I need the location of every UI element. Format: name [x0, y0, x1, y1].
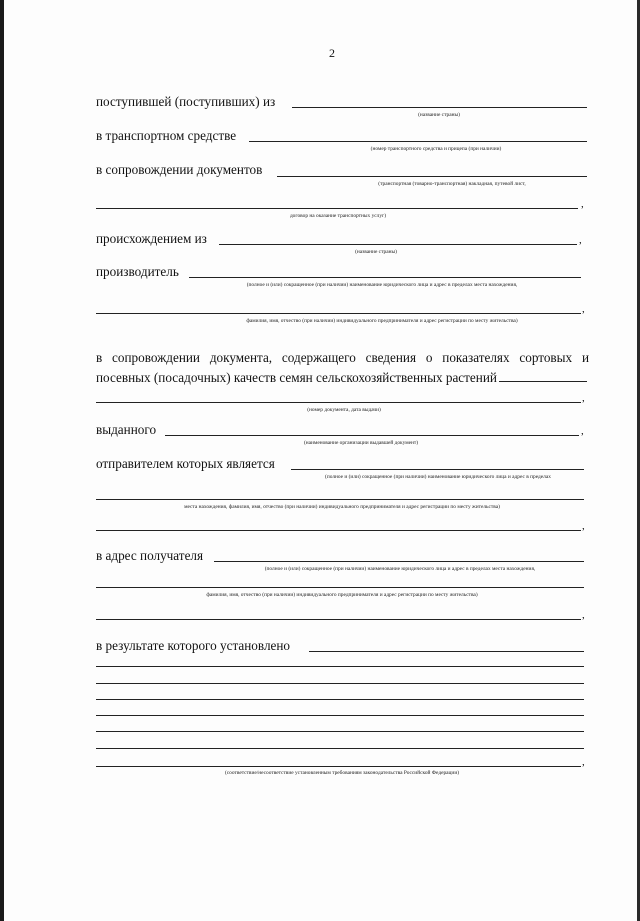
recipient-address-field-3[interactable] — [96, 619, 581, 620]
result-label: в результате которого установлено — [96, 638, 291, 653]
recipient-address-field[interactable] — [214, 561, 584, 562]
result-field-2[interactable] — [96, 666, 584, 667]
issuer-org-caption: (наименование организации выдавшей документ) — [303, 440, 419, 446]
arrived-from-label: поступившей (поступивших) из — [96, 94, 276, 109]
recipient-person-caption: фамилия, имя, отчество (при наличии) индивидуального предпринимателя и адрес регистрации по месту жительства) — [206, 592, 478, 598]
doc-number-date-caption: (номер документа, дата выдачи) — [307, 407, 381, 413]
seed-doc-field[interactable] — [499, 381, 587, 382]
transport-invoice-caption: (транспортная (товарно-транспортная) накладная, путевой лист, — [378, 181, 526, 187]
result-field-4[interactable] — [96, 699, 584, 700]
transport-label: в транспортном средстве — [96, 128, 237, 143]
producer-label: производитель — [96, 264, 179, 279]
senders-label: отправителем которых является — [96, 456, 275, 471]
senders-field[interactable] — [291, 469, 584, 470]
origin-country-caption: (название страны) — [355, 249, 397, 255]
comma: , — [582, 392, 585, 404]
result-field[interactable] — [309, 651, 584, 652]
accompanying-docs-field-2[interactable] — [96, 208, 578, 209]
producer-field-2[interactable] — [96, 313, 581, 314]
senders-field-3[interactable] — [96, 530, 581, 531]
recipient-name-caption: (полное и (или) сокращенное (при наличии) наименование юридического лица и адрес в пределах места нахождения, — [264, 566, 536, 572]
senders-field-2[interactable] — [96, 499, 584, 500]
comma: , — [582, 609, 585, 621]
sender-name-caption: (полное и (или) сокращенное (при наличии) наименование юридического лица и адрес в пределах — [325, 474, 551, 480]
result-field-6[interactable] — [96, 731, 584, 732]
result-field-8[interactable] — [96, 766, 581, 767]
vehicle-number-caption: (номер транспортного средства и прицепа (при наличии) — [370, 146, 502, 152]
compliance-caption: (соответствие/несоответствие установленным требованиям законодательства Российской Федерации) — [224, 770, 460, 776]
recipient-address-field-2[interactable] — [96, 587, 584, 588]
comma: , — [579, 234, 582, 246]
accompanying-docs-field[interactable] — [277, 176, 587, 177]
comma: , — [581, 198, 584, 210]
producer-field[interactable] — [189, 277, 581, 278]
comma: , — [582, 303, 585, 315]
comma: , — [581, 425, 584, 437]
comma: , — [582, 520, 585, 532]
recipient-address-label: в адрес получателя — [96, 548, 204, 563]
origin-field[interactable] — [219, 244, 577, 245]
origin-label: происхождением из — [96, 231, 207, 246]
issued-label: выданного — [96, 422, 157, 437]
result-field-7[interactable] — [96, 748, 584, 749]
sender-person-caption: места нахождения, фамилия, имя, отчество (при наличии) индивидуального предпринимателя и адрес регистрации по месту жительства) — [184, 504, 500, 510]
transport-field[interactable] — [249, 141, 587, 142]
seed-doc-paragraph: в сопровождении документа, содержащего сведения о показателях сортовых и посевных (посадочных) качеств семян сельскохозяйственных растений — [96, 350, 589, 385]
result-field-5[interactable] — [96, 715, 584, 716]
arrived-from-field[interactable] — [292, 107, 587, 108]
page-number: 2 — [329, 46, 335, 60]
comma: , — [582, 756, 585, 768]
producer-person-caption: фамилия, имя, отчество (при наличии) индивидуального предпринимателя и адрес регистрации по месту жительства) — [246, 318, 518, 324]
issued-field[interactable] — [165, 435, 579, 436]
producer-name-caption: (полное и (или) сокращенное (при наличии) наименование юридического лица и адрес в пределах места нахождения, — [246, 282, 518, 288]
country-name-caption: (название страны) — [418, 112, 460, 118]
result-field-3[interactable] — [96, 683, 584, 684]
seed-doc-field-2[interactable] — [96, 402, 581, 403]
transport-contract-caption: договор на оказание транспортных услуг) — [289, 213, 387, 219]
accompanying-docs-label: в сопровождении документов — [96, 162, 263, 177]
